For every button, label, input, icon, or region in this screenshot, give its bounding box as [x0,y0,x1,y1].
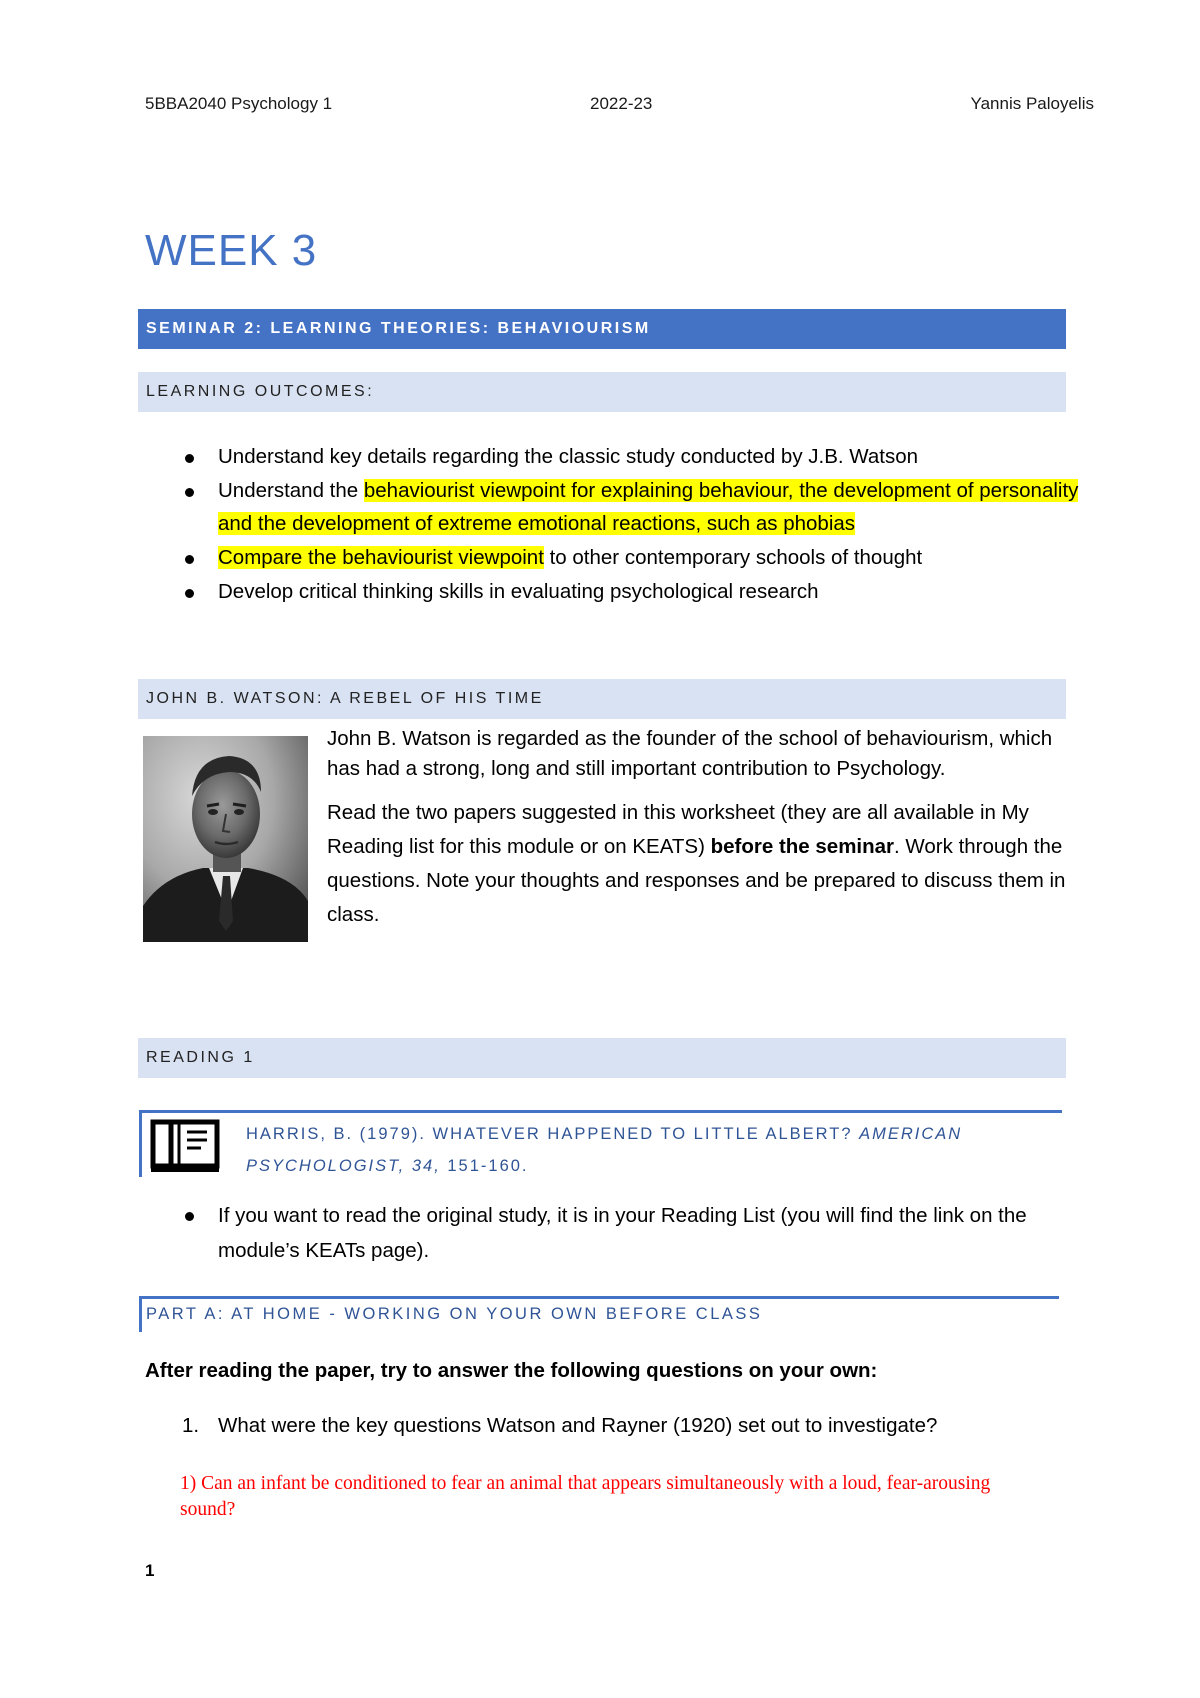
portrait-photo [143,736,308,942]
learning-outcomes-heading: LEARNING OUTCOMES: [138,372,1066,412]
list-item [180,1411,1040,1441]
list-item [180,1198,1060,1268]
reference-citation [246,1118,1046,1182]
header-course: 5BBA2040 Psychology 1 [145,94,333,113]
outcome-text: Develop critical thinking skills in evaluating psychological research [218,580,819,603]
seminar-heading: SEMINAR 2: LEARNING THEORIES: BEHAVIOURISM [138,309,1066,349]
instructions-text: Read the two papers suggested in this worksheet (they are all available in My Reading list for this module or on KEATS) [327,801,1029,858]
list-item [180,575,1080,608]
bullet-icon [185,555,194,564]
header-author: Yannis Paloyelis [970,94,1094,113]
part-a-heading: PART A: AT HOME - WORKING ON YOUR OWN BEFORE CLASS [139,1296,1059,1332]
bullet-icon [185,488,194,497]
part-a-instruction: After reading the paper, try to answer the following questions on your own: [145,1359,878,1382]
bullet-icon [185,1212,194,1221]
learning-outcomes-list [180,440,1080,609]
reading-note: If you want to read the original study, it is in your Reading List (you will find the link on the module’s KEATs page). [218,1204,1027,1262]
reading-1-notes [180,1198,1060,1268]
outcome-trail: to other contemporary schools of thought [543,546,923,569]
list-item [180,474,1080,540]
reading-1-heading: READING 1 [138,1038,1066,1078]
outcome-highlight: behaviourist viewpoint for explaining behaviour, the development of personality and the development of extreme emotional reactions, such as phobias [218,479,1079,535]
outcome-lead: Understand the [218,479,364,502]
instructions-text-end: . Work through the questions. Note your thoughts and responses and be prepared to discuss them in class. [327,835,1066,926]
watson-instructions [327,796,1067,932]
outcome-text: Understand key details regarding the classic study conducted by J.B. Watson [218,445,919,468]
bullet-icon [185,454,194,463]
header-year: 2022-23 [590,94,653,113]
page-number: 1 [145,1561,155,1580]
question-number: 1. [182,1414,200,1437]
citation-authors: HARRIS, B. (1979). WHATEVER HAPPENED TO LITTLE ALBERT? [246,1125,860,1143]
question-list [180,1411,1040,1441]
watson-intro [327,724,1067,944]
bullet-icon [185,589,194,598]
list-item [180,541,1080,574]
outcome-highlight: Compare the behaviourist viewpoint [218,546,544,569]
book-icon [149,1118,221,1174]
list-item [180,440,1080,473]
answer-text: 1) Can an infant be conditioned to fear an animal that appears simultaneously with a loud, fear-arousing sound? [180,1473,991,1520]
watson-paragraph: John B. Watson is regarded as the founder of the school of behaviourism, which has had a strong, long and still important contribution to Psychology. [327,727,1053,780]
citation-journal: AMERICAN PSYCHOLOGIST, 34, [246,1125,963,1175]
watson-heading: JOHN B. WATSON: A REBEL OF HIS TIME [138,679,1066,719]
citation-pages: 151-160. [440,1157,529,1175]
instructions-emphasis: before the seminar [710,835,895,858]
question-text: What were the key questions Watson and Rayner (1920) set out to investigate? [218,1414,938,1437]
page-title: WEEK 3 [145,226,318,275]
